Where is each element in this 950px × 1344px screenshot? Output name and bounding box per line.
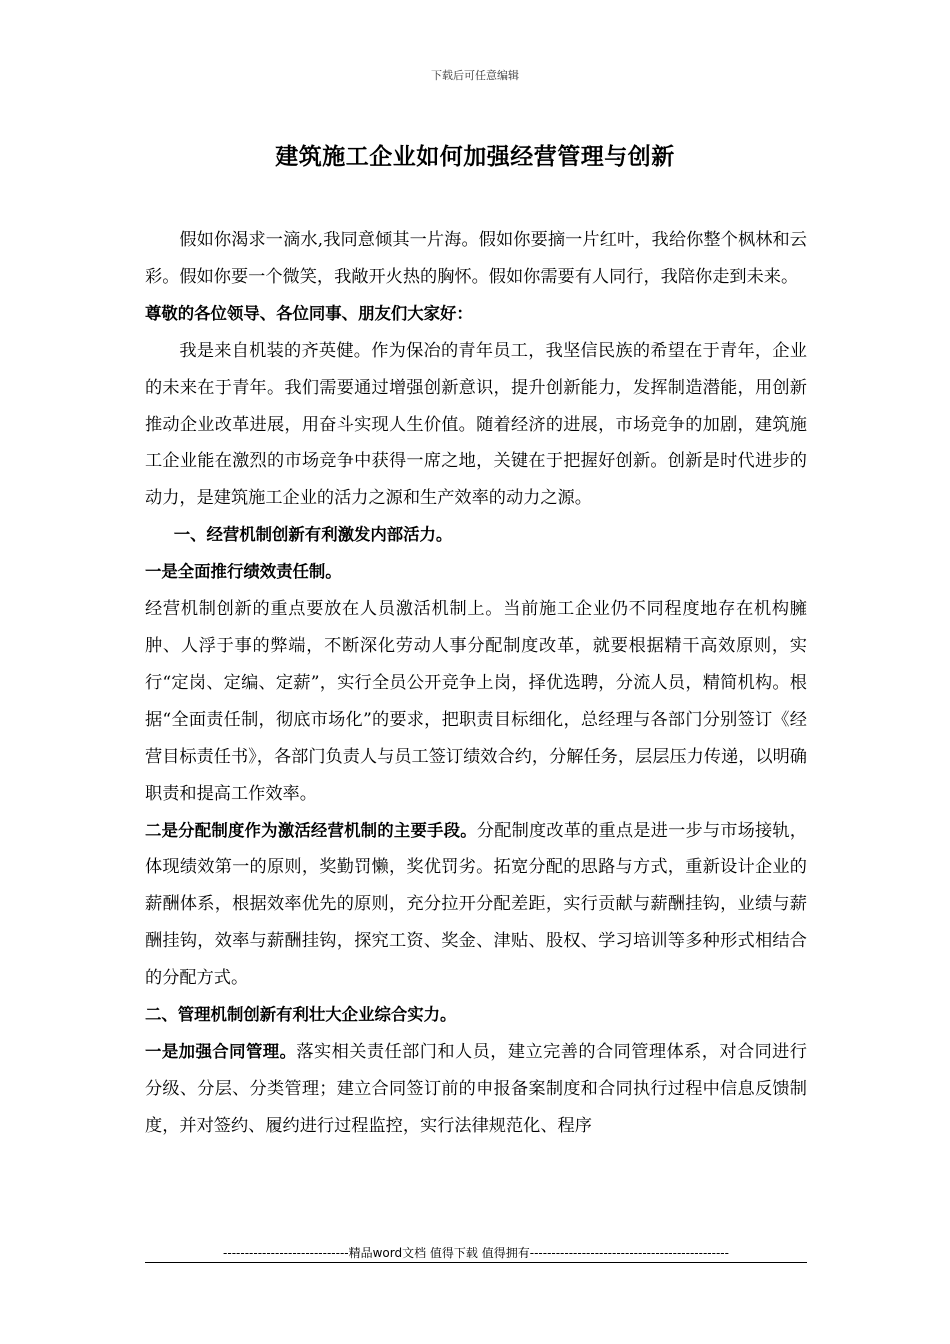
section1-sub1-body: 经营机制创新的重点要放在人员激活机制上。当前施工企业仍不同程度地存在机构臃肿、人浮于事的弊端，不断深化劳动人事分配制度改革，就要根据精干高效原则，实行“定岗、定编、定薪”，实行全员公开竞争上岗，择优选聘，分流人员，精简机构。根据“全面责任制，彻底市场化”的要求，把职责目标细化，总经理与各部门分别签订《经营目标责任书》，各部门负责人与员工签订绩效合约，分解任务，层层压力传递，以明确职责和提高工作效率。 <box>145 599 807 804</box>
greeting: 尊敬的各位领导、各位同事、朋友们大家好： <box>145 303 473 323</box>
section1-sub2-paragraph <box>145 813 807 998</box>
section1-sub2-body: 分配制度改革的重点是进一步与市场接轨，体现绩效第一的原则，奖勤罚懒，奖优罚劣。拓宽分配的思路与方式，重新设计企业的薪酬体系，根据效率优先的原则，充分拉开分配差距，实行贡献与薪酬挂钩，业绩与薪酬挂钩，效率与薪酬挂钩，探究工资、奖金、津贴、股权、学习培训等多种形式相结合的分配方式。 <box>145 820 807 989</box>
section2-sub1-body: 落实相关责任部门和人员，建立完善的合同管理体系，对合同进行分级、分层、分类管理；建立合同签订前的申报备案制度和合同执行过程中信息反馈制度，并对签约、履约进行过程监控，实行法律规范化、程序 <box>145 1041 807 1136</box>
section1-heading: 一、经营机制创新有利激发内部活力。 <box>173 525 453 545</box>
section2-heading: 二、管理机制创新有利壮大企业综合实力。 <box>145 1005 457 1025</box>
section1-sub2-heading: 二是分配制度作为激活经营机制的主要手段。 <box>145 820 477 840</box>
footer-note: -----------------------------精品word文档 值得下载 值得拥有---------------------------------------------- <box>223 1246 729 1260</box>
intro-paragraph: 假如你渴求一滴水,我同意倾其一片海。假如你要摘一片红叶，我给你整个枫林和云彩。假如你要一个微笑，我敞开火热的胸怀。假如你需要有人同行，我陪你走到未来。 <box>145 230 807 287</box>
document-body <box>145 222 807 1145</box>
section2-sub1-paragraph <box>145 1034 807 1145</box>
header-note: 下载后可任意编辑 <box>431 69 519 82</box>
footer-rule <box>145 1262 807 1263</box>
section2-sub1-heading: 一是加强合同管理。 <box>145 1041 297 1061</box>
section1-sub1-heading: 一是全面推行绩效责任制。 <box>145 562 342 582</box>
document-title: 建筑施工企业如何加强经营管理与创新 <box>275 144 675 170</box>
self-intro-paragraph: 我是来自机装的齐英健。作为保冶的青年员工，我坚信民族的希望在于青年，企业的未来在于青年。我们需要通过增强创新意识，提升创新能力，发挥制造潜能，用创新推动企业改革进展，用奋斗实现人生价值。随着经济的进展，市场竞争的加剧，建筑施工企业能在激烈的市场竞争中获得一席之地，关键在于把握好创新。创新是时代进步的动力，是建筑施工企业的活力之源和生产效率的动力之源。 <box>145 340 807 509</box>
